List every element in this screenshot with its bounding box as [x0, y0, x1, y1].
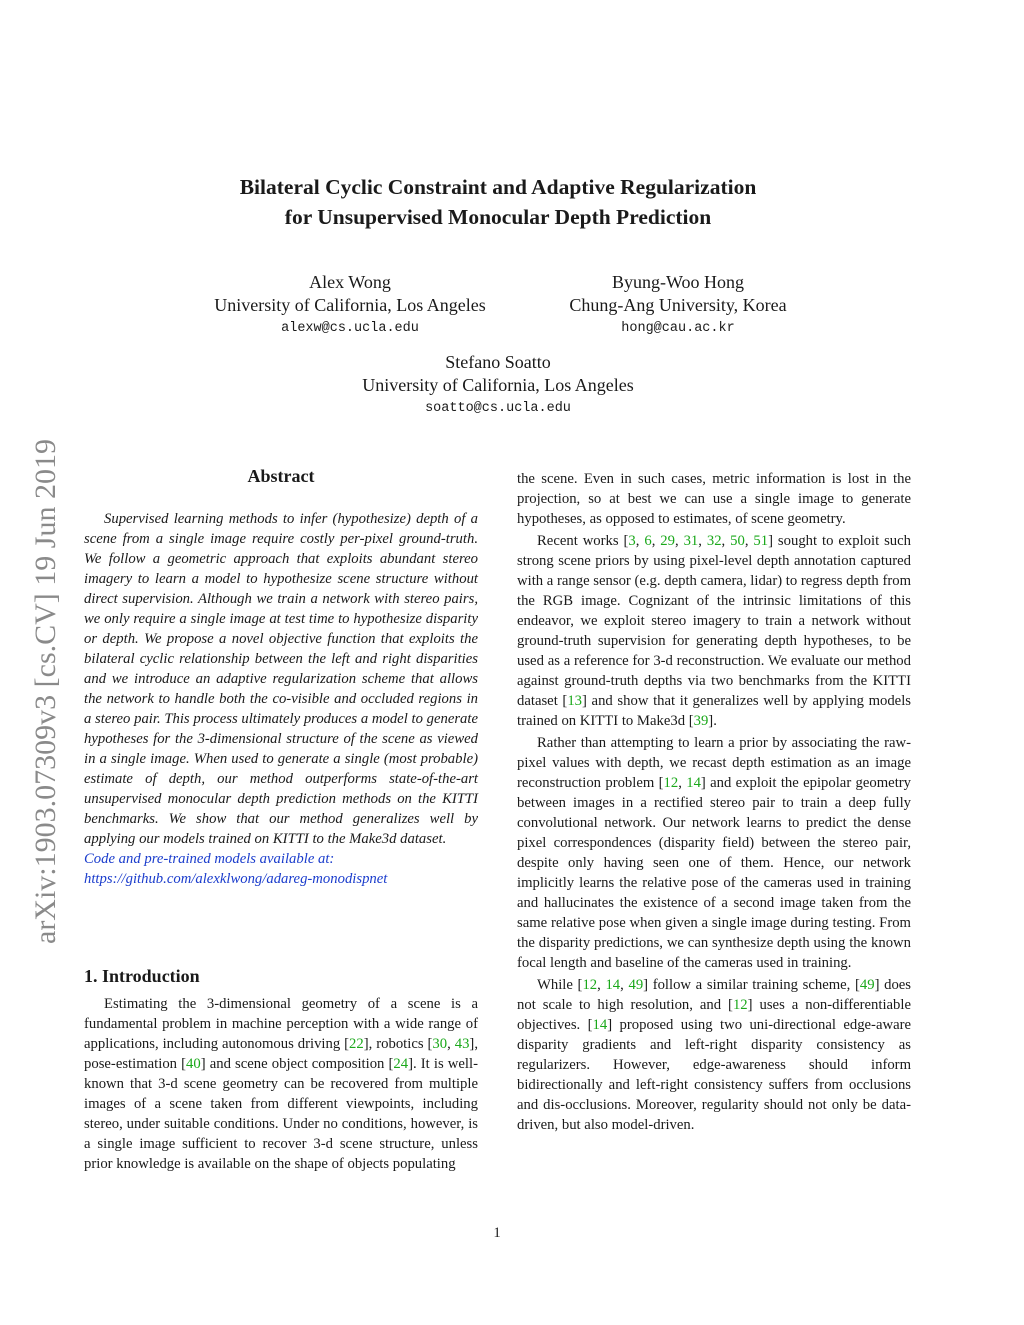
text-span: ] follow a similar training scheme, [ — [643, 977, 860, 993]
citation-link[interactable]: 40 — [186, 1056, 201, 1072]
citation-link[interactable]: 29 — [660, 533, 675, 549]
citation-link[interactable]: 12 — [732, 997, 748, 1013]
text-span: Estimating the 3-dimensional geometry of a scene is a fundamental problem in machine perception with a wide range of applications, including autonomous driving [ — [84, 996, 478, 1052]
text-span: , — [447, 1036, 455, 1052]
author-email[interactable]: alexw@cs.ucla.edu — [281, 321, 419, 336]
author-block-3 — [298, 351, 698, 419]
author-email[interactable]: soatto@cs.ucla.edu — [425, 401, 571, 416]
author-name: Alex Wong — [309, 272, 391, 292]
text-span: ], robotics [ — [363, 1036, 433, 1052]
text-span: , — [597, 977, 606, 993]
text-span: ] does not scale to high resolution, and [ — [517, 977, 912, 1013]
abstract-text: Supervised learning methods to infer (hypothesize) depth of a scene from a single image require costly per-pixel ground-truth. We follow a geometric approach that exploits abundant stereo imagery to learn a model to hypothesize scene structure without direct supervision. Although we train a network with stereo pairs, we only require a single image at test time to hypothesize disparity or depth. We propose a novel objective function that exploits the bilateral cyclic relationship between the left and right disparities and we introduce an adaptive regularization scheme that allows the network to handle both the co-visible and occluded regions in a stereo pair. This process ultimately produces a model to generate hypotheses for the 3-dimensional structure of the scene as viewed in a single image. When used to generate a single (most probable) estimate of depth, our method outperforms state-of-the-art unsupervised monocular depth prediction methods on the KITTI benchmarks. We show that our method generalizes well by applying our models trained on KITTI to the Make3d dataset. — [84, 511, 478, 847]
abstract-paragraph — [84, 509, 478, 889]
code-url-link[interactable]: https://github.com/alexklwong/adareg-monodispnet — [84, 871, 388, 887]
text-span: Recent works [ — [537, 533, 629, 549]
author-email[interactable]: hong@cau.ac.kr — [621, 321, 735, 336]
citation-link[interactable]: 14 — [592, 1017, 608, 1033]
text-span: ] uses a non-differentiable objectives. [ — [517, 997, 911, 1033]
author-affiliation: University of California, Los Angeles — [214, 295, 486, 315]
citation-link[interactable]: 12 — [582, 977, 598, 993]
text-span: , — [721, 533, 731, 549]
text-span: ] and show that it generalizes well by applying models trained on KITTI to Make3d [ — [517, 693, 911, 729]
text-span: Rather than attempting to learn a prior by associating the raw-pixel values with depth, we recast depth estimation as an image reconstruction problem [ — [517, 735, 911, 791]
text-span: ], pose-estimation [ — [84, 1036, 478, 1072]
text-span: ]. — [708, 713, 717, 729]
citation-link[interactable]: 51 — [753, 533, 769, 549]
author-affiliation: University of California, Los Angeles — [362, 375, 634, 395]
citation-link[interactable]: 22 — [349, 1036, 364, 1052]
intro-paragraph-4 — [517, 975, 911, 1135]
intro-right-column — [517, 469, 911, 1135]
citation-link[interactable]: 24 — [393, 1056, 409, 1072]
citation-link[interactable]: 30 — [432, 1036, 448, 1052]
text-span: ]. It is well-known that 3-d scene geometry can be recovered from multiple images of a scene taken from different viewpoints, including stereo, under suitable conditions. Under no conditions, however, is a single image sufficient to recover 3-d scene structure, unless prior knowledge is available on the shape of objects populating — [84, 1056, 478, 1172]
title-line-2: for Unsupervised Monocular Depth Prediction — [284, 205, 712, 229]
text-span: , — [620, 977, 629, 993]
text-span: , — [635, 533, 645, 549]
author-name: Byung-Woo Hong — [611, 272, 745, 292]
abstract-heading: Abstract — [247, 466, 315, 486]
citation-link[interactable]: 3 — [628, 533, 636, 549]
citation-link[interactable]: 32 — [706, 533, 722, 549]
citation-link[interactable]: 43 — [454, 1036, 470, 1052]
text-span: , — [651, 533, 661, 549]
intro-paragraph-3 — [517, 733, 911, 973]
author-name: Stefano Soatto — [445, 352, 551, 372]
text-span: ] proposed using two uni-directional edge-aware disparity gradients and left-right disparity consistency as regularizers. However, edge-awareness should inform bidirectionally and left-right consistency suffers from occlusions and dis-occlusions. Moreover, regularity should not only be data-driven, but also model-driven. — [517, 1017, 912, 1133]
citation-link[interactable]: 6 — [644, 533, 652, 549]
citation-link[interactable]: 50 — [730, 533, 745, 549]
citation-link[interactable]: 31 — [683, 533, 699, 549]
title-line-1: Bilateral Cyclic Constraint and Adaptive Regularization — [239, 175, 757, 199]
code-availability-note: Code and pre-trained models available at: — [84, 851, 335, 867]
intro-paragraph-2 — [517, 531, 911, 731]
author-block-2 — [478, 271, 878, 339]
section-heading-introduction: 1. Introduction — [84, 966, 200, 986]
citation-link[interactable]: 12 — [663, 775, 679, 791]
text-span: , — [678, 775, 687, 791]
text-span: , — [674, 533, 684, 549]
intro-paragraph-1 — [84, 994, 478, 1174]
intro-paragraph-1-continued: the scene. Even in such cases, metric information is lost in the projection, so at best we can use a single image to generate hypotheses, as opposed to estimates, of scene geometry. — [517, 471, 911, 527]
citation-link[interactable]: 13 — [567, 693, 583, 709]
paper-title — [100, 172, 896, 232]
intro-left-column — [84, 994, 478, 1174]
citation-link[interactable]: 39 — [693, 713, 709, 729]
text-span: ] and exploit the epipolar geometry between images in a rectified stereo pair to train a deep fully convolutional network. Our network learns to predict the dense pixel correspondences (disparity field) between the stereo pair, despite only having seen one of them. Hence, our network implicitly learns the relative pose of the cameras used in training and hallucinates the existence of a second image taken from the same relative pose when given a single image during testing. From the disparity predictions, we can synthesize depth using the known focal length and baseline of the cameras used in training. — [517, 775, 912, 971]
text-span: , — [744, 533, 754, 549]
citation-link[interactable]: 14 — [686, 775, 701, 791]
citation-link[interactable]: 14 — [605, 977, 621, 993]
text-span: While [ — [537, 977, 583, 993]
page-number: 1 — [493, 1225, 501, 1241]
citation-link[interactable]: 49 — [859, 977, 875, 993]
text-span: , — [698, 533, 707, 549]
arxiv-stamp: arXiv:1903.07309v3 [cs.CV] 19 Jun 2019 — [29, 439, 62, 944]
text-span: ] and scene object composition [ — [200, 1056, 394, 1072]
abstract-body — [84, 509, 478, 889]
citation-link[interactable]: 49 — [628, 977, 644, 993]
author-affiliation: Chung-Ang University, Korea — [569, 295, 787, 315]
text-span: ] sought to exploit such strong scene priors by using pixel-level depth annotation captured with a range sensor (e.g. depth camera, lidar) to regress depth from the RGB image. Cognizant of the intrinsic limitations of this endeavor, we exploit stereo imagery to train a network without ground-truth supervision for generating depth hypotheses, to be used as a reference for 3-d reconstruction. We evaluate our method against ground-truth depths via two benchmarks from the KITTI dataset [ — [517, 533, 911, 709]
